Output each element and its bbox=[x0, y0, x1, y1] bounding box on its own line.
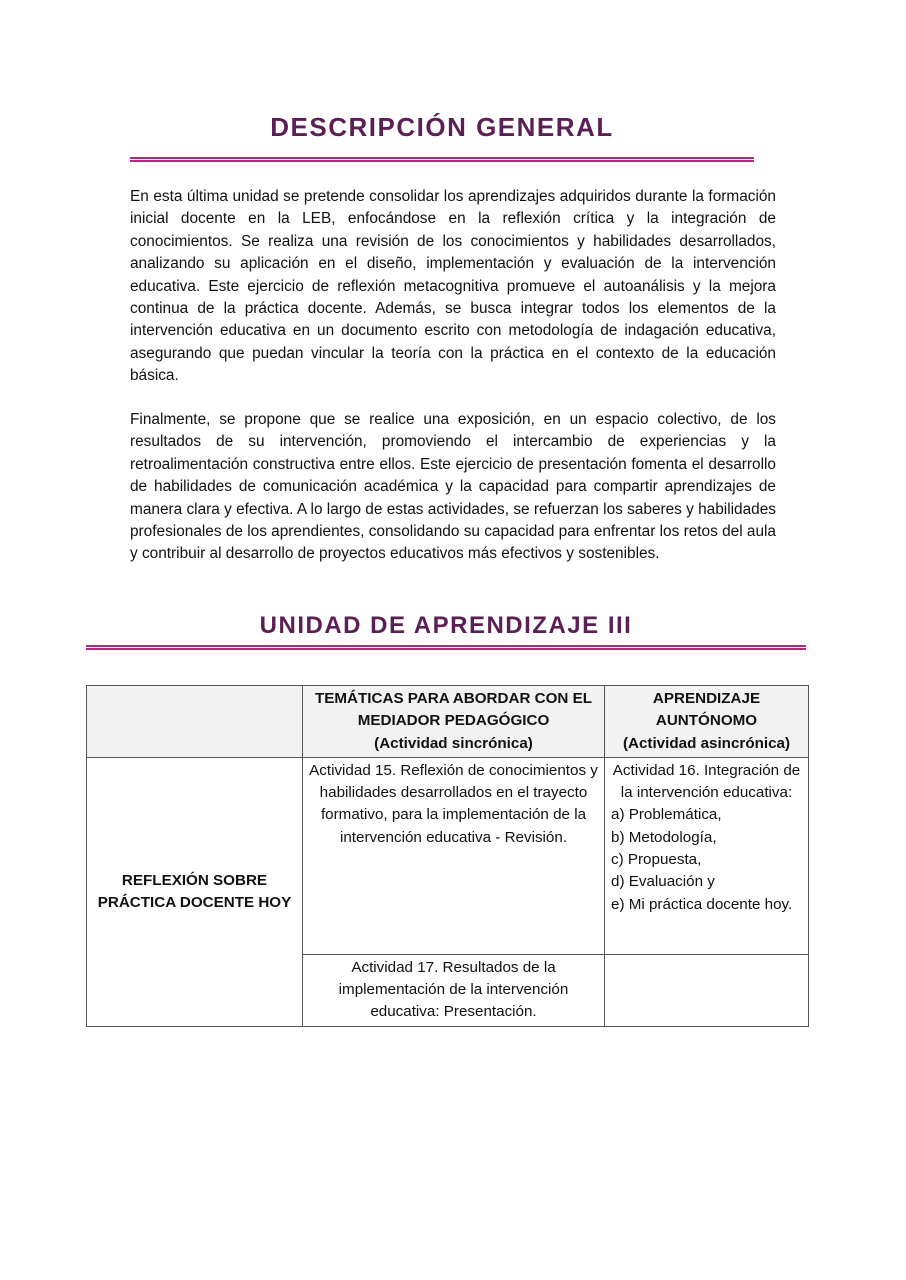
activity-17-cell: Actividad 17. Resultados de la implementación de la intervención educativa: Presentación. bbox=[303, 954, 605, 1026]
activity-16-item: e) Mi práctica docente hoy. bbox=[611, 895, 793, 913]
header-aprendizaje-line1: APRENDIZAJE bbox=[652, 690, 761, 707]
table-row bbox=[87, 757, 809, 954]
section-title-unidad: UNIDAD DE APRENDIZAJE III bbox=[259, 612, 633, 639]
activity-16-item: a) Problemática, bbox=[611, 806, 722, 824]
header-tematicas-line2: MEDIADOR PEDAGÓGICO bbox=[357, 712, 550, 730]
unit-table bbox=[86, 685, 809, 1027]
title-divider bbox=[130, 157, 754, 162]
header-tematicas-line3: (Actividad sincrónica) bbox=[374, 734, 533, 752]
header-tematicas-line1: TEMÁTICAS PARA ABORDAR CON EL bbox=[314, 690, 593, 707]
activity-16-cell bbox=[605, 757, 809, 954]
theme-cell: REFLEXIÓN SOBRE PRÁCTICA DOCENTE HOY bbox=[87, 757, 303, 1026]
activity-16-item: d) Evaluación y bbox=[611, 873, 715, 891]
empty-cell bbox=[605, 954, 809, 1026]
activity-16-heading: Actividad 16. Integración de la intervención educativa: bbox=[612, 761, 801, 802]
unit-divider bbox=[86, 645, 806, 650]
header-cell-aprendizaje bbox=[605, 686, 809, 758]
activity-16-item: c) Propuesta, bbox=[611, 851, 702, 869]
description-paragraph-1: En esta última unidad se pretende consolidar los aprendizajes adquiridos durante la formación inicial docente en la LEB, enfocándose en la reflexión crítica y la integración de conocimientos. Se realiza una revisión de los conocimientos y habilidades desarrollados, analizando su aplicación en el diseño, implementación y evaluación de la intervención educativa. Este ejercicio de reflexión metacognitiva promueve el autoanálisis y la mejora continua de la práctica docente. Además, se busca integrar todos los elementos de la intervención educativa en un documento escrito con metodología de indagación educativa, asegurando que puedan vincular la teoría con la práctica en el contexto de la educación básica. bbox=[130, 188, 776, 385]
description-paragraph-2: Finalmente, se propone que se realice una exposición, en un espacio colectivo, de los resultados de su intervención, promoviendo el intercambio de experiencias y la retroalimentación constructiva entre ellos. Este ejercicio de presentación fomenta el desarrollo de habilidades de comunicación académica y la capacidad para compartir aprendizajes de manera clara y efectiva. A lo largo de estas actividades, se refuerzan los saberes y habilidades profesionales de los aprendientes, consolidando su capacidad para enfrentar los retos del aula y contribuir al desarrollo de proyectos educativos más efectivos y sostenibles. bbox=[130, 411, 776, 563]
header-cell-tematicas bbox=[303, 686, 605, 758]
header-cell-empty bbox=[87, 686, 303, 758]
header-aprendizaje-line2: AUNTÓNOMO bbox=[655, 712, 758, 730]
activity-15-cell: Actividad 15. Reflexión de conocimientos y habilidades desarrollados en el trayecto formativo, para la implementación de la intervención educativa - Revisión. bbox=[303, 757, 605, 954]
header-aprendizaje-line3: (Actividad asincrónica) bbox=[622, 734, 791, 752]
section-title-descripcion: DESCRIPCIÓN GENERAL bbox=[270, 112, 614, 142]
table-header-row bbox=[87, 686, 809, 758]
activity-16-item: b) Metodología, bbox=[611, 828, 717, 846]
